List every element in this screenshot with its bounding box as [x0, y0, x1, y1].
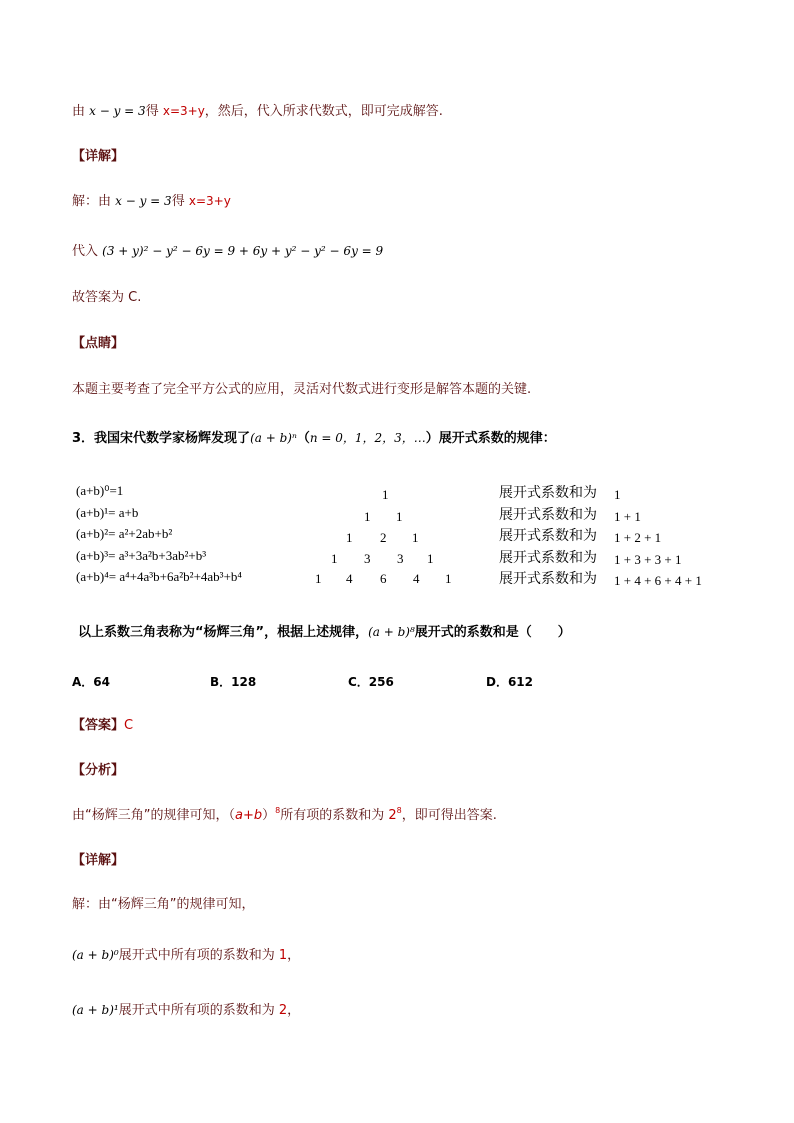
detail-2-line-1: [72, 1000, 300, 1021]
expression: (a + b)⁸: [368, 625, 415, 639]
coefficient-sum: 1 + 2 + 1: [614, 530, 662, 545]
followup-text: 展开式的系数和是（ ）: [414, 625, 571, 640]
detail-text: 得: [171, 194, 189, 209]
coefficient: 1: [331, 551, 338, 566]
expression: (a + b)ⁿ: [250, 431, 297, 445]
detail-heading: 【详解】: [72, 149, 125, 164]
coefficient: 3: [397, 551, 404, 566]
sum-label: 展开式系数和为: [499, 529, 597, 544]
detail-text: 解：由: [72, 194, 116, 209]
stem-text: ）展开式系数的规律：: [425, 431, 556, 446]
substitution: x=3+y: [188, 194, 231, 208]
intro-text: 由: [72, 104, 90, 119]
coefficient: 1: [412, 530, 419, 545]
detail-text: 展开式中所有项的系数和为: [118, 1003, 279, 1018]
exponent: 8: [275, 806, 281, 815]
expression: n = 0，1，2，3，…: [309, 431, 426, 445]
substitution: x=3+y: [162, 104, 205, 118]
coefficient: 6: [380, 571, 387, 586]
intro-text: ，然后，代入所求代数式，即可完成解答.: [204, 104, 443, 119]
answer-heading: 【答案】: [72, 718, 125, 733]
detail-text: 展开式中所有项的系数和为: [118, 948, 279, 963]
analysis-text: [72, 806, 497, 826]
detail-line-2: [72, 241, 383, 262]
coefficient: 3: [364, 551, 371, 566]
intro-line: [72, 101, 443, 122]
coefficient: 2: [380, 530, 387, 545]
expansion: (a+b)²= a²+2ab+b²: [76, 526, 173, 541]
coefficient-sum: 1: [614, 487, 621, 502]
comment-heading: 【点睛】: [72, 336, 125, 351]
expression: (a + b)¹: [72, 1003, 119, 1017]
question-3-followup: [78, 622, 571, 643]
analysis-heading: 【分析】: [72, 763, 125, 778]
analysis-segment: 所有项的系数和为: [280, 808, 389, 823]
coefficient: 1: [315, 571, 322, 586]
detail-line-1: [72, 191, 231, 212]
followup-text: 以上系数三角表称为“杨辉三角”，根据上述规律，: [78, 625, 369, 640]
expression: (a + b)⁰: [72, 948, 119, 962]
value: 1: [278, 948, 288, 963]
question-3-stem: [72, 428, 556, 449]
equation: x − y = 3: [115, 194, 172, 208]
coefficient: 1: [364, 509, 371, 524]
coefficient: 1: [346, 530, 353, 545]
detail-2-intro: 解：由“杨辉三角”的规律可知，: [72, 897, 255, 912]
coefficient: 1: [396, 509, 403, 524]
answer-value: C: [124, 718, 134, 733]
option-b[interactable]: B．128: [210, 675, 257, 689]
coefficient: 4: [346, 571, 353, 586]
coefficient-sum: 1 + 1: [614, 509, 641, 524]
coefficient-sum: 1 + 3 + 3 + 1: [614, 552, 682, 567]
detail-text: ，: [287, 948, 301, 963]
stem-text: 我国宋代数学家杨辉发现了: [94, 431, 251, 446]
expansion: (a+b)⁰=1: [76, 483, 124, 498]
stem-text: （: [296, 431, 310, 446]
coefficient: 1: [445, 571, 452, 586]
expression: a+b: [234, 808, 263, 823]
analysis-segment: ，即可得出答案.: [401, 808, 497, 823]
intro-text: 得: [145, 104, 163, 119]
equation: x − y = 3: [89, 104, 146, 118]
sum-label: 展开式系数和为: [499, 572, 597, 587]
option-a[interactable]: A．64: [72, 675, 110, 689]
coefficient: 4: [413, 571, 420, 586]
answer-row: [72, 716, 133, 736]
expansion: (a+b)³= a³+3a²b+3ab²+b³: [76, 548, 207, 563]
detail-text: 代入: [72, 244, 103, 259]
coefficient-sum: 1 + 4 + 6 + 4 + 1: [614, 573, 702, 588]
detail-text: ，: [287, 1003, 301, 1018]
expansion: (a+b)¹= a+b: [76, 505, 139, 520]
sum-label: 展开式系数和为: [499, 486, 597, 501]
comment-text: 本题主要考查了完全平方公式的应用，灵活对代数式进行变形是解答本题的关键.: [72, 382, 532, 397]
sum-label: 展开式系数和为: [499, 508, 597, 523]
value: 2: [388, 808, 397, 823]
exponent: 8: [396, 806, 402, 815]
sum-label: 展开式系数和为: [499, 551, 597, 566]
question-number: 3．: [72, 431, 95, 446]
coefficient: 1: [427, 551, 434, 566]
value: 2: [278, 1003, 288, 1018]
option-c[interactable]: C．256: [348, 675, 394, 689]
detail-heading-2: 【详解】: [72, 853, 125, 868]
answer-line: 故答案为 C.: [72, 290, 142, 305]
expression: (3 + y)² − y² − 6y = 9 + 6y + y² − y² − 6y = 9: [102, 244, 384, 258]
analysis-segment: ）: [262, 808, 276, 823]
analysis-segment: 由“杨辉三角”的规律可知，（: [72, 808, 235, 823]
detail-2-line-0: [72, 945, 300, 966]
expansion: (a+b)⁴= a⁴+4a³b+6a²b²+4ab³+b⁴: [76, 569, 242, 584]
coefficient: 1: [382, 487, 389, 502]
option-d[interactable]: D．612: [486, 675, 534, 689]
